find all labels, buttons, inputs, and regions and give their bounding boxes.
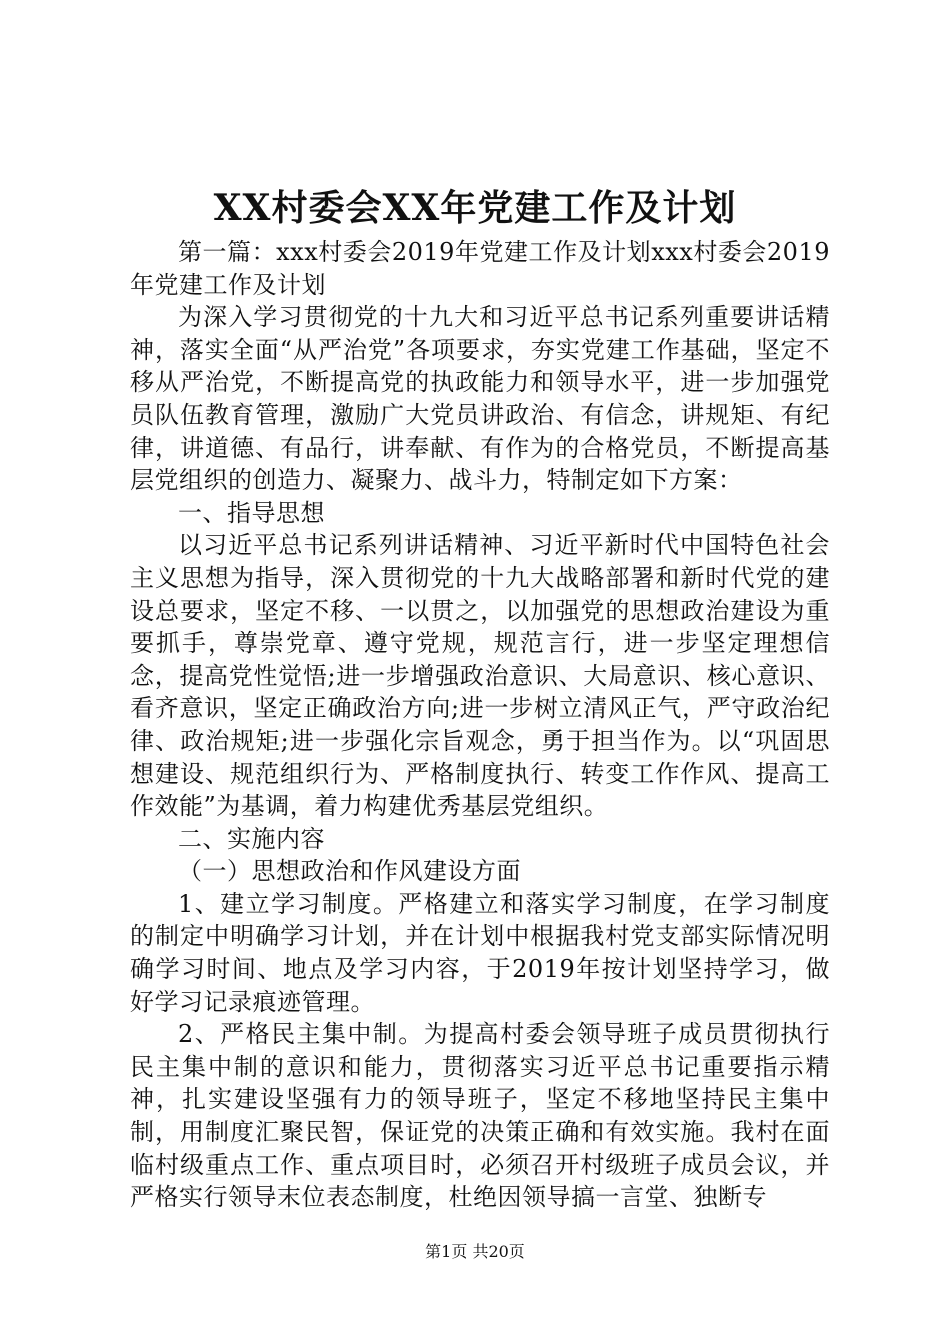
document-title: XX村委会XX年党建工作及计划 <box>213 187 737 229</box>
document-body <box>130 236 830 1214</box>
subsection-heading-ideology: （一）思想政治和作风建设方面 <box>178 857 521 886</box>
paragraph-democratic-centralism: 2、严格民主集中制。为提高村委会领导班子成员贯彻执行民主集中制的意识和能力，贯彻落实习近平总书记重要指示精神，扎实建设坚强有力的领导班子，坚定不移地坚持民主集中制，用制度汇聚民智，保证党的决策正确和有效实施。我村在面临村级重点工作、重点项目时，必须召开村级班子成员会议，并严格实行领导末位表态制度，杜绝因领导搞一言堂、独断专 <box>130 1020 830 1212</box>
paragraph-purpose: 为深入学习贯彻党的十九大和习近平总书记系列重要讲话精神，落实全面“从严治党”各项要求，夯实党建工作基础，坚定不移从严治党，不断提高党的执政能力和领导水平，进一步加强党员队伍教育管理，激励广大党员讲政治、有信念，讲规矩、有纪律，讲道德、有品行，讲奉献、有作为的合格党员，不断提高基层党组织的创造力、凝聚力、战斗力，特制定如下方案： <box>130 303 830 495</box>
paragraph-intro: 第一篇：xxx村委会2019年党建工作及计划xxx村委会2019年党建工作及计划 <box>130 238 830 299</box>
section-heading-guiding-thought: 一、指导思想 <box>178 498 325 527</box>
page-footer: 第1页 共20页 <box>425 1242 525 1261</box>
paragraph-guiding-thought: 以习近平总书记系列讲话精神、习近平新时代中国特色社会主义思想为指导，深入贯彻党的十九大战略部署和新时代党的建设总要求，坚定不移、一以贯之，以加强党的思想政治建设为重要抓手，尊崇党章、遵守党规，规范言行，进一步坚定理想信念，提高党性觉悟;进一步增强政治意识、大局意识、核心意识、看齐意识，坚定正确政治方向;进一步树立清风正气，严守政治纪律、政治规矩;进一步强化宗旨观念，勇于担当作为。以“巩固思想建设、规范组织行为、严格制度执行、转变工作作风、提高工作效能”为基调，着力构建优秀基层党组织。 <box>130 531 830 821</box>
paragraph-study-system: 1、建立学习制度。严格建立和落实学习制度，在学习制度的制定中明确学习计划，并在计划中根据我村党支部实际情况明确学习时间、地点及学习内容，于2019年按计划坚持学习，做好学习记录痕迹管理。 <box>130 889 830 1016</box>
section-heading-implementation: 二、实施内容 <box>178 824 325 853</box>
